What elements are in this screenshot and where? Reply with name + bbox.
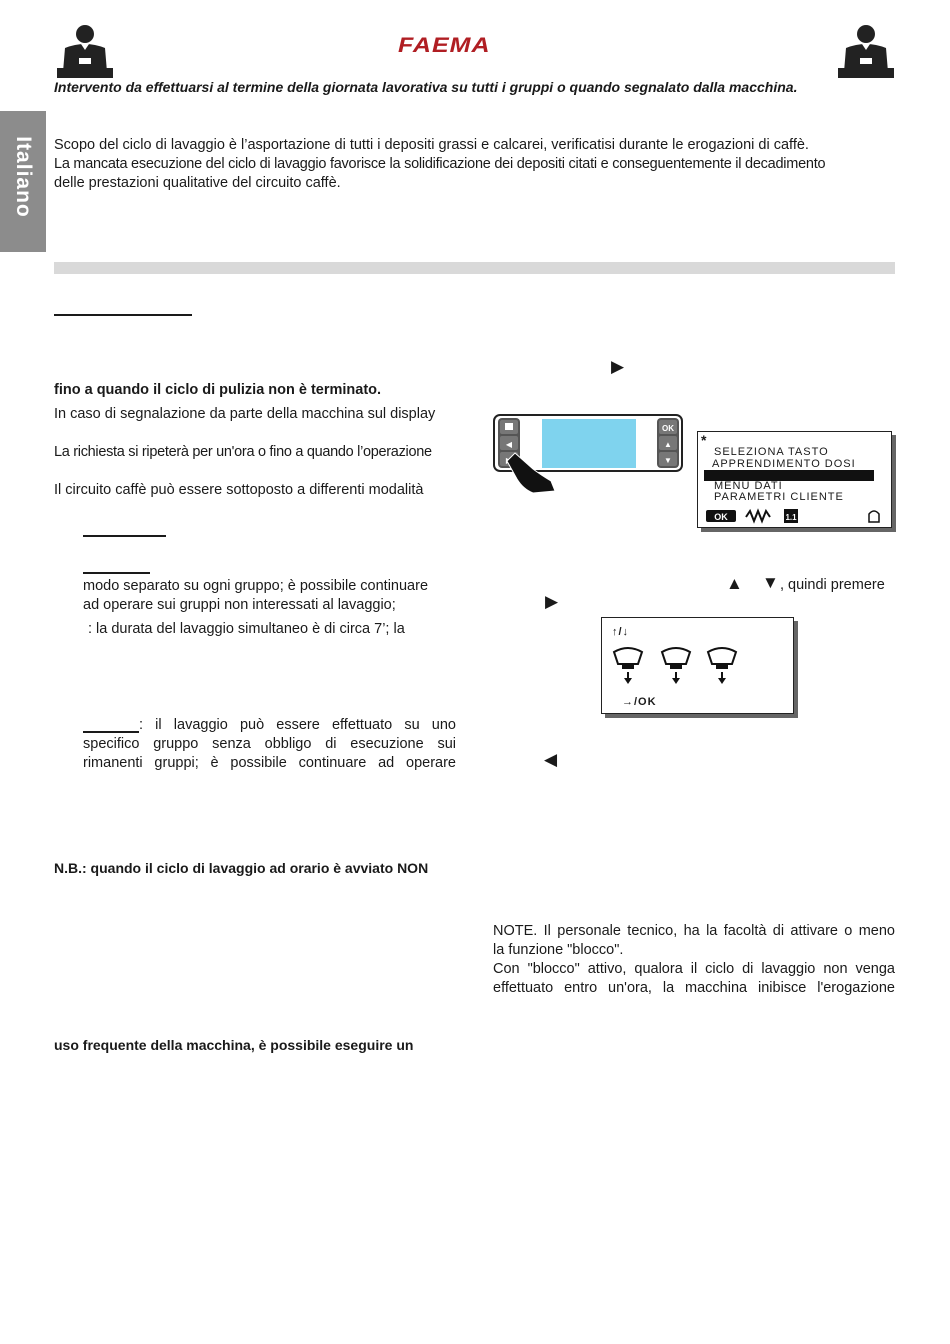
language-tab [0, 111, 46, 252]
lcd-menu-item: SELEZIONA TASTO [714, 446, 829, 458]
svg-text:◀: ◀ [505, 440, 513, 449]
mode-underline [83, 572, 150, 574]
purpose-line-1: Scopo del ciclo di lavaggio è l’asportazione di tutti i depositi grassi e calcarei, verificatisi durante le erogazioni di caffè. [54, 137, 809, 153]
single-text-2: specifico gruppo senza obbligo di esecuzione sui [83, 736, 456, 752]
mode-underline [83, 731, 139, 733]
note-line-4: effettuato entro un'ora, la macchina inibisce l'erogazione [493, 980, 895, 996]
heading-underline [54, 314, 192, 316]
lcd-groups-header: ↑/↓ [612, 626, 630, 638]
coffee-groups-icon [610, 642, 750, 688]
arrow-right-icon: ▶ [611, 357, 625, 376]
note-line-2: la funzione "blocco". [493, 942, 624, 958]
lcd-menu-item: MENU DATI [714, 480, 783, 492]
simultaneous-text: : la durata del lavaggio simultaneo è di circa 7’; la [88, 621, 405, 637]
modes-text: Il circuito caffè può essere sottoposto a differenti modalità [54, 482, 424, 498]
language-label: Italiano [12, 136, 35, 218]
signal-text: In caso di segnalazione da parte della macchina sul display [54, 406, 436, 422]
lcd-menu-item: APPRENDIMENTO DOSI [712, 458, 856, 470]
arrow-down-icon: ▼ [762, 573, 779, 592]
note-line-3: Con "blocco" attivo, qualora il ciclo di lavaggio non venga [493, 961, 895, 977]
single-text-1: : il lavaggio può essere effettuato su uno [139, 717, 456, 733]
svg-text:▼: ▼ [664, 456, 672, 465]
faema-logo: FAEMA [398, 33, 491, 57]
svg-text:▲: ▲ [664, 440, 672, 449]
purpose-line-3: delle prestazioni qualitative del circuito caffè. [54, 175, 341, 191]
control-panel [493, 413, 685, 495]
arrow-left-icon: ◀ [544, 750, 558, 769]
lcd-menu-item: PARAMETRI CLIENTE [714, 491, 844, 503]
single-text-3: rimanenti gruppi; è possibile continuare ad operare [83, 755, 456, 771]
section-divider [54, 262, 895, 274]
purpose-line-2: La mancata esecuzione del ciclo di lavaggio favorisce la solidificazione dei depositi citati e conseguentemente il decadimento [54, 156, 826, 172]
intro-text: Intervento da effettuarsi al termine della giornata lavorativa su tutti i gruppi o quando segnalato dalla macchina. [54, 79, 798, 95]
lcd-groups-footer: →/OK [622, 696, 657, 708]
lcd-star: * [701, 432, 708, 448]
arrow-up-icon: ▲ [726, 574, 743, 593]
nb-text: N.B.: quando il ciclo di lavaggio ad orario è avviato NON [54, 860, 429, 876]
waiter-icon [836, 24, 896, 80]
separate-text-1: modo separato su ogni gruppo; è possibile continuare [83, 578, 429, 594]
lcd-groups-display [601, 617, 794, 714]
svg-text:OK: OK [662, 424, 674, 433]
frequent-text: uso frequente della macchina, è possibile eseguire un [54, 1037, 414, 1053]
lcd-footer-icons [706, 508, 884, 524]
select-instruction: , quindi premere [780, 577, 885, 593]
separate-text-2: ad operare sui gruppi non interessati al lavaggio; [83, 597, 396, 613]
arrow-right-icon: ▶ [545, 592, 559, 611]
waiter-icon [55, 24, 115, 80]
lcd-value-label: 1.1 [785, 513, 797, 522]
note-line-1: NOTE. Il personale tecnico, ha la facoltà di attivare o meno [493, 923, 895, 939]
lcd-ok-label: OK [714, 512, 728, 522]
bold-until-text: fino a quando il ciclo di pulizia non è terminato. [54, 382, 382, 398]
lcd-menu-display [697, 431, 892, 528]
repeat-text: La richiesta si ripeterà per un'ora o fino a quando l’operazione [54, 444, 432, 460]
mode-underline [83, 535, 166, 537]
